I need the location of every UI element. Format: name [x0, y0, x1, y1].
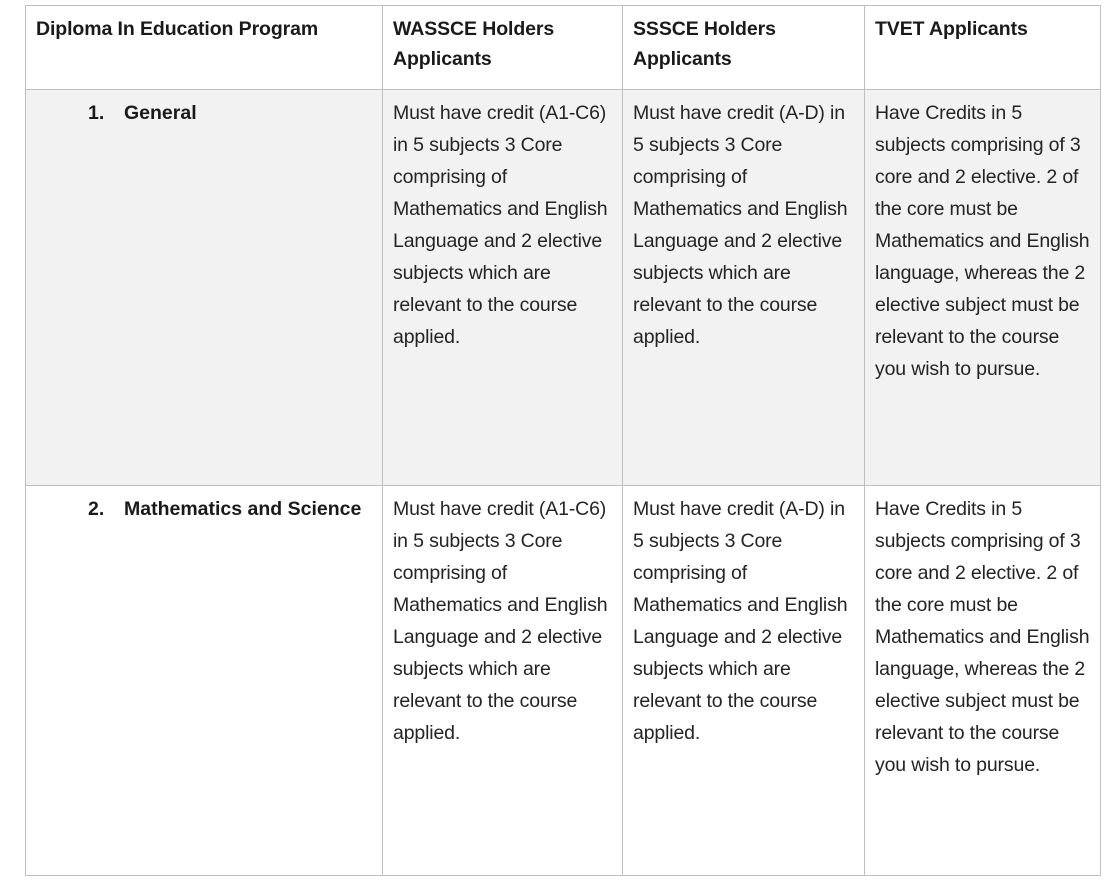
column-header-tvet: TVET Applicants: [865, 6, 1101, 90]
program-list-item: [36, 494, 372, 526]
table-header-row: [26, 6, 1101, 90]
table-body: [26, 90, 1101, 876]
table-row: [26, 90, 1101, 486]
tvet-requirement-cell: Have Credits in 5 subjects comprising of 3 core and 2 elective. 2 of the core must be Mathematics and English language, whereas the 2 elective subject must be relevant to the course you wish to pursue.: [865, 90, 1101, 486]
column-header-sssce: SSSCE Holders Applicants: [623, 6, 865, 90]
program-number: 2.: [88, 498, 105, 520]
program-label: General: [124, 102, 197, 124]
table-row: [26, 486, 1101, 876]
program-number: 1.: [88, 102, 105, 124]
column-header-wassce: WASSCE Holders Applicants: [383, 6, 623, 90]
program-cell: [26, 486, 383, 876]
program-label: Mathematics and Science: [124, 498, 362, 520]
wassce-requirement-cell: Must have credit (A1-C6) in 5 subjects 3 Core comprising of Mathematics and English Language and 2 elective subjects which are relevant to the course applied.: [383, 90, 623, 486]
sssce-requirement-cell: Must have credit (A-D) in 5 subjects 3 Core comprising of Mathematics and English Language and 2 elective subjects which are relevant to the course applied.: [623, 486, 865, 876]
sssce-requirement-cell: Must have credit (A-D) in 5 subjects 3 Core comprising of Mathematics and English Language and 2 elective subjects which are relevant to the course applied.: [623, 90, 865, 486]
column-header-program: Diploma In Education Program: [26, 6, 383, 90]
wassce-requirement-cell: Must have credit (A1-C6) in 5 subjects 3 Core comprising of Mathematics and English Language and 2 elective subjects which are relevant to the course applied.: [383, 486, 623, 876]
program-list-item: [36, 98, 372, 130]
program-cell: [26, 90, 383, 486]
tvet-requirement-cell: Have Credits in 5 subjects comprising of 3 core and 2 elective. 2 of the core must be Mathematics and English language, whereas the 2 elective subject must be relevant to the course you wish to pursue.: [865, 486, 1101, 876]
table-header: [26, 6, 1101, 90]
admission-requirements-table: [25, 5, 1101, 876]
